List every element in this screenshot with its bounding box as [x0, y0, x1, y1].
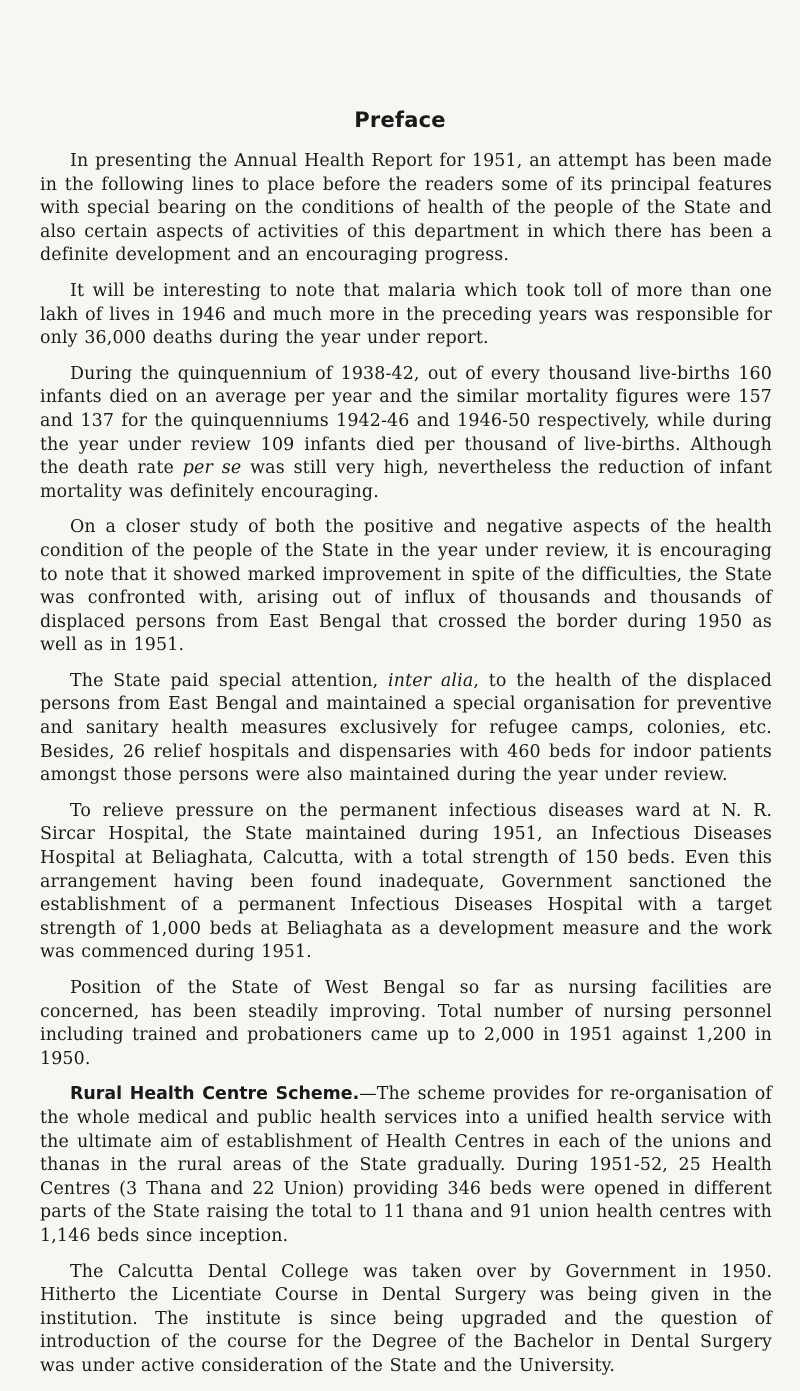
- paragraph-6: To relieve pressure on the permanent infectious diseases ward at N. R. Sircar Hospital, the State maintained during 1951, an Infectious Diseases Hospital at Beliaghata, Calcutta, with a total strength of 150 beds. Even this arrangement having been found inadequate, Government sanctioned the establishment of a permanent Infectious Diseases Hospital with a target strength of 1,000 beds at Beliaghata as a development measure and the work was commenced during 1951.: [40, 800, 772, 963]
- page-title: Preface: [354, 108, 446, 132]
- paragraph-3-text-b: was still very high, nevertheless the reduction of infant mortality was definitely encouraging.: [40, 458, 772, 502]
- paragraph-7: Position of the State of West Bengal so far as nursing facilities are concerned, has been steadily improving. Total number of nursing personnel including trained and probationers came up to 2,000 in 1951 against 1,200 in 1950.: [40, 978, 772, 1069]
- paragraph-8: [40, 1083, 772, 1248]
- paragraph-5-italic: inter alia: [388, 670, 474, 691]
- rural-health-heading: Rural Health Centre Scheme.: [70, 1084, 360, 1105]
- paragraph-9: The Calcutta Dental College was taken over by Government in 1950. Hitherto the Licentiate Course in Dental Surgery was being given in the institution. The institute is since being upgraded and the question of introduction of the course for the Degree of the Bachelor in Dental Surgery was under active consideration of the State and the University.: [40, 1261, 772, 1376]
- paragraph-5-text-a: The State paid special attention,: [70, 670, 389, 691]
- paragraph-5: [40, 670, 772, 788]
- paragraph-3-italic: per se: [182, 458, 242, 479]
- paragraph-4: On a closer study of both the positive and negative aspects of the health condition of the people of the State in the year under review, it is encouraging to note that it showed marked improvement in spite of the difficulties, the State was confronted with, arising out of influx of thousands and thousands of displaced persons from East Bengal that crossed the border during 1950 as well as in 1951.: [40, 517, 772, 656]
- preface-body: [40, 150, 772, 1391]
- paragraph-1: In presenting the Annual Health Report for 1951, an attempt has been made in the following lines to place before the readers some of its principal features with special bearing on the conditions of health of the people of the State and also certain aspects of activities of this department in which there has been a definite development and an encouraging progress.: [40, 151, 772, 266]
- paragraph-3-text-a: During the quinquennium of 1938-42, out of every thousand live-births 160 infants died on an average per year and the similar mortality figures were 157 and 137 for the quinquenniums 1942-46 and 1946-50 respectively, while during the year under review 109 infants died per thousand of live-births. Although the death rate: [40, 363, 772, 479]
- paragraph-2: It will be interesting to note that malaria which took toll of more than one lakh of lives in 1946 and much more in the preceding years was responsible for only 36,000 deaths during the year under report.: [40, 280, 772, 349]
- paragraph-3: [40, 363, 772, 505]
- paragraph-8-text: —The scheme provides for re-organisation of the whole medical and public health services into a unified health service with the ultimate aim of establishment of Health Centres in each of the unions and thanas in the rural areas of the State gradually. During 1951-52, 25 Health Centres (3 Thana and 22 Union) providing 346 beds were opened in different parts of the State raising the total to 11 thana and 91 union health centres with 1,146 beds since inception.: [40, 1084, 772, 1246]
- paragraph-5-text-b: , to the health of the displaced persons from East Bengal and maintained a special organisation for preventive and sanitary health measures exclusively for refugee camps, colonies, etc. Besides, 26 relief hospitals and dispensaries with 460 beds for indoor patients amongst those persons were also maintained during the year under review.: [40, 670, 772, 786]
